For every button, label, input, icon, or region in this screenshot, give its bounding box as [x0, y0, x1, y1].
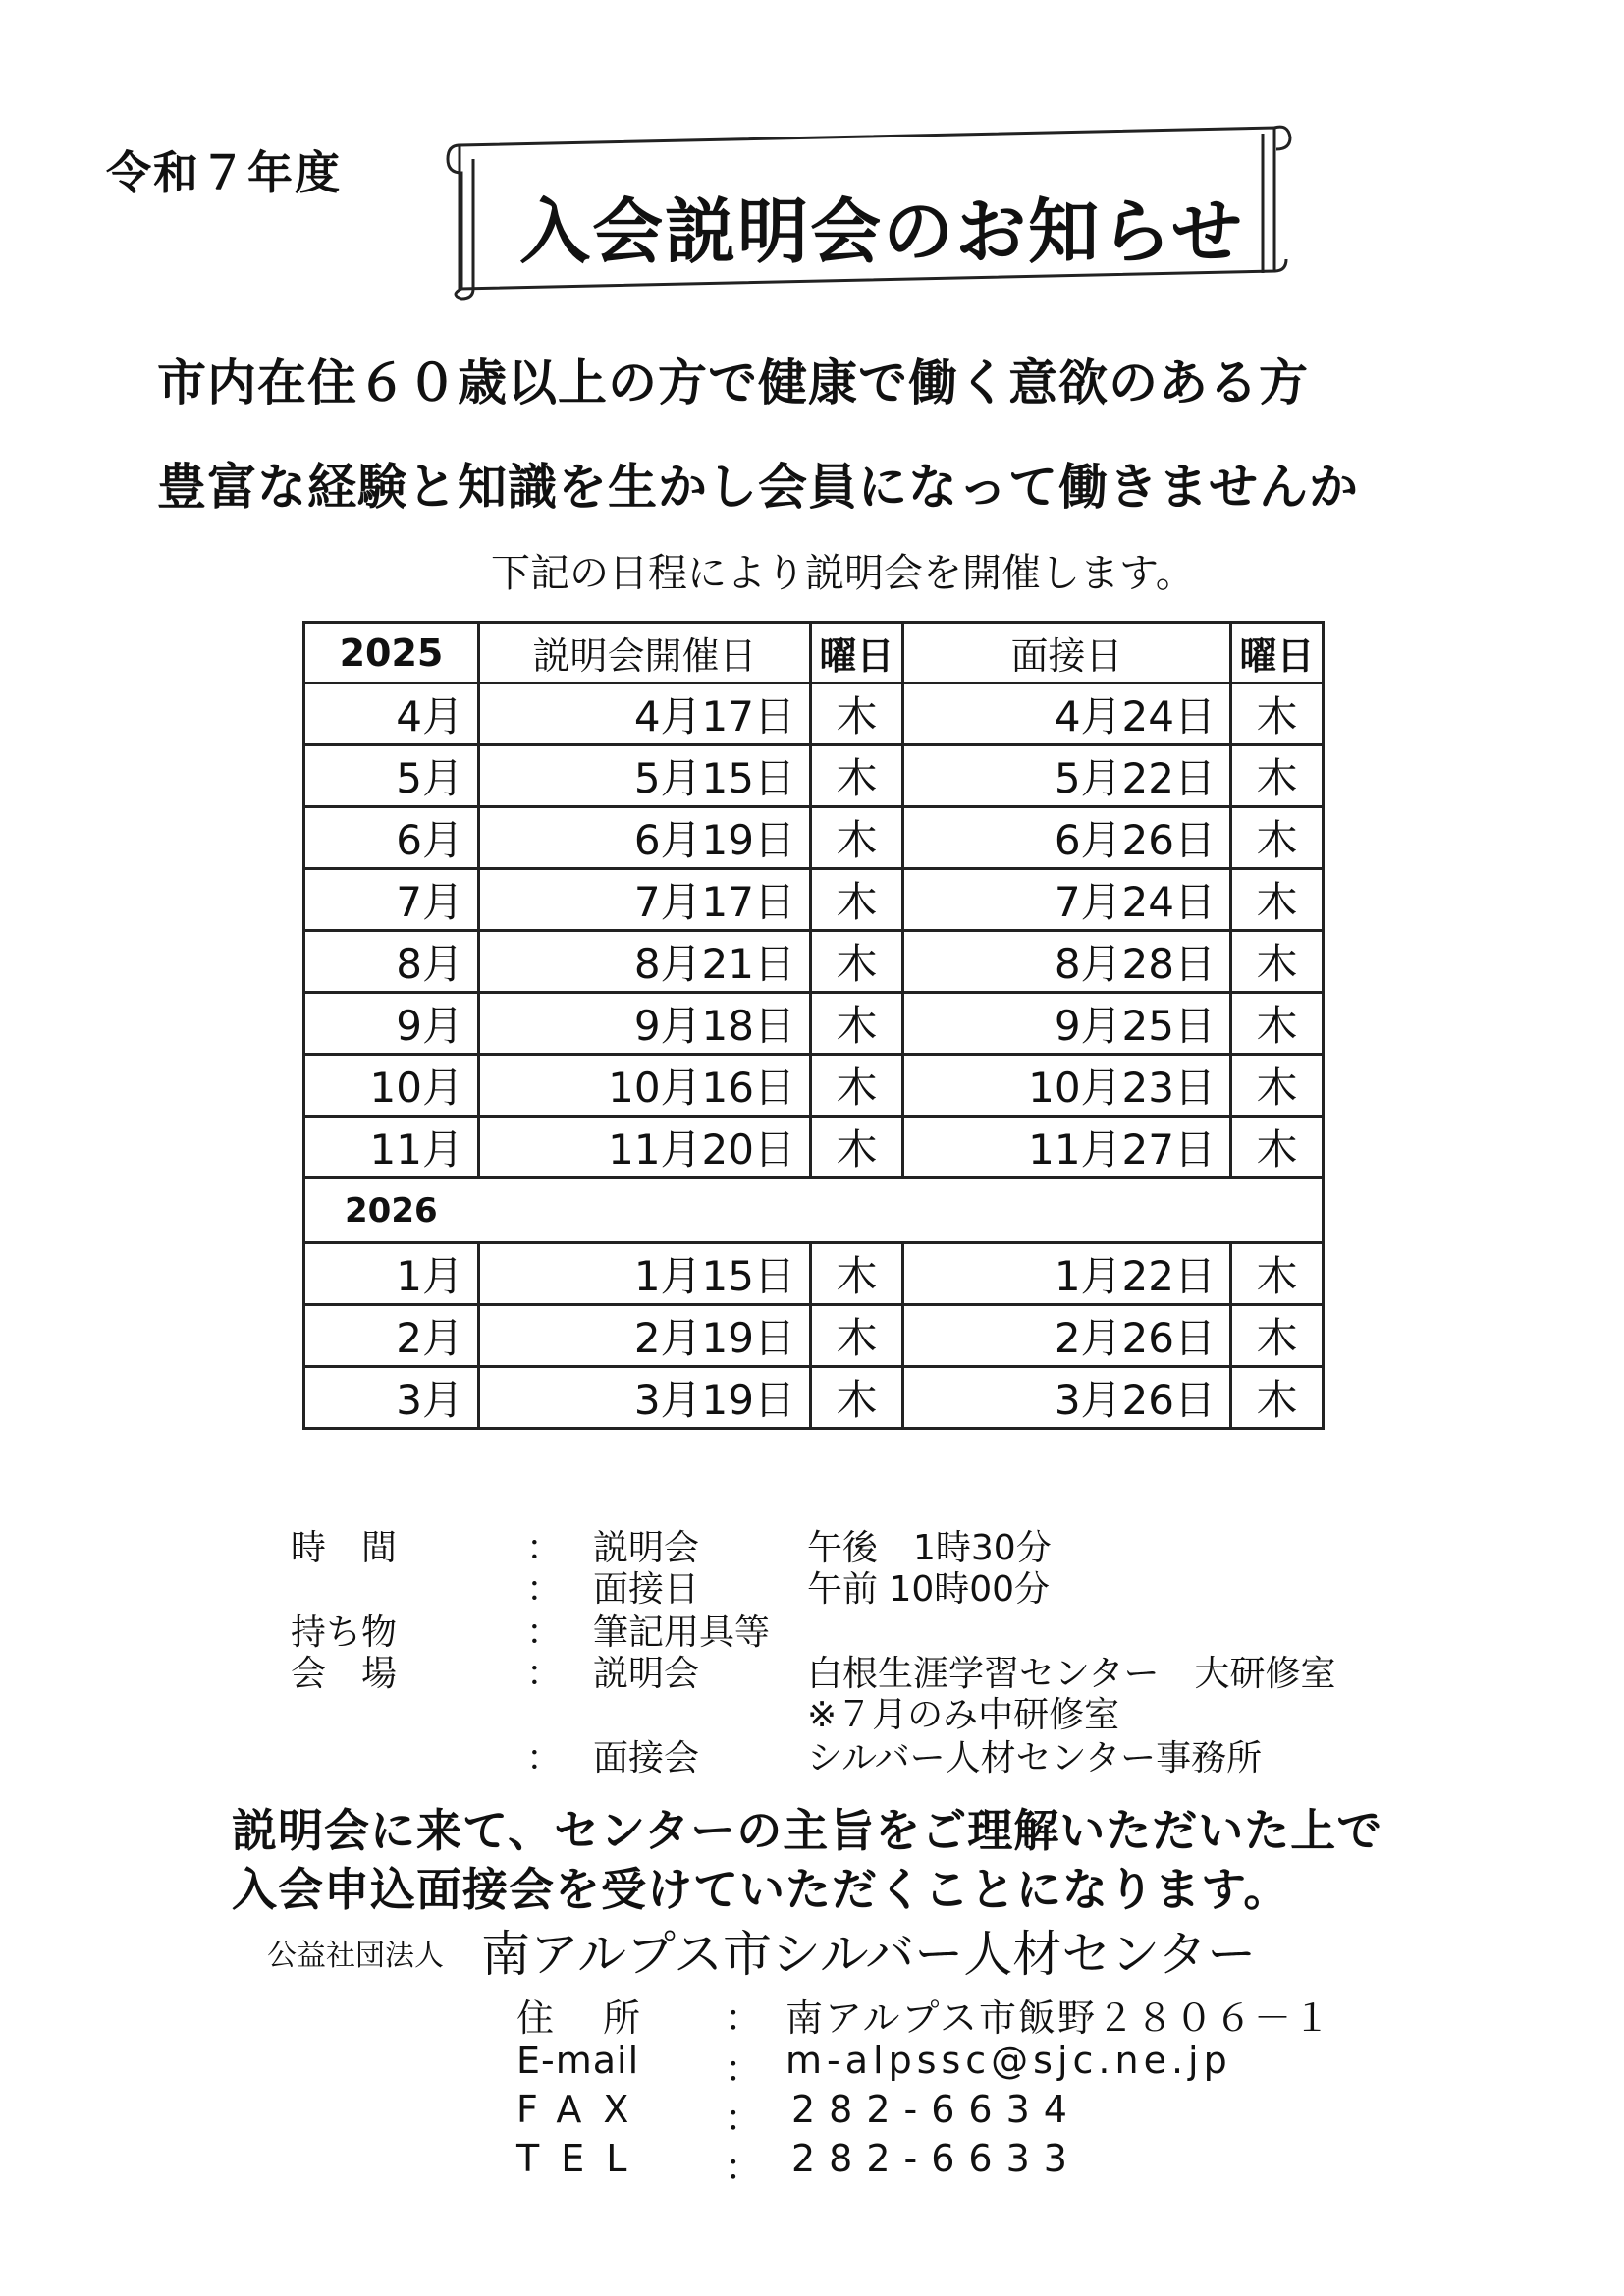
table-row: [304, 931, 1324, 993]
interview-date-header: 面接日: [903, 623, 1231, 683]
interview-date-cell: 6月26日: [903, 807, 1231, 869]
page-title: 入会説明会のお知らせ: [519, 191, 1244, 273]
month-cell: 4月: [304, 683, 479, 745]
table-row: [304, 1367, 1324, 1429]
interview-date-cell: 3月26日: [903, 1367, 1231, 1429]
callout-line-1: 説明会に来て、センターの主旨をご理解いただいた上で: [232, 1804, 1383, 1857]
month-cell: 7月: [304, 869, 479, 931]
title-scroll-banner: [440, 116, 1304, 301]
interview-date-cell: 1月22日: [903, 1243, 1231, 1305]
year-divider-row: [304, 1178, 1324, 1243]
table-row: [304, 807, 1324, 869]
org-prefix: 公益社団法人: [267, 1939, 444, 1973]
tel-label: TEL: [516, 2137, 649, 2180]
fax-label: FAX: [516, 2088, 651, 2131]
separator: ：: [526, 1738, 563, 1778]
weekday-header: 曜日: [811, 623, 903, 683]
month-cell: 8月: [304, 931, 479, 993]
separator: ：: [725, 1996, 769, 2040]
table-row: [304, 993, 1324, 1055]
year-2026-label: 2026: [304, 1178, 1324, 1243]
session-weekday-cell: 木: [811, 993, 903, 1055]
table-header-row: [304, 623, 1324, 683]
session-date-header: 説明会開催日: [479, 623, 811, 683]
session-weekday-cell: 木: [811, 683, 903, 745]
interview-date-cell: 5月22日: [903, 745, 1231, 807]
table-row: [304, 869, 1324, 931]
session-date-cell: 7月17日: [479, 869, 811, 931]
separator: ：: [526, 1613, 563, 1653]
table-row: [304, 1055, 1324, 1117]
interview-weekday-cell: 木: [1231, 869, 1324, 931]
session-weekday-cell: 木: [811, 931, 903, 993]
interview-weekday-cell: 木: [1231, 807, 1324, 869]
email-label: E-mail: [516, 2039, 640, 2082]
venue-label: 会 場: [291, 1654, 398, 1694]
venue-session-label: 説明会: [593, 1654, 700, 1694]
interview-date-cell: 10月23日: [903, 1055, 1231, 1117]
headline-line-2: 豊富な経験と知識を生かし会員になって働きませんか: [157, 459, 1359, 516]
separator: ：: [526, 1569, 563, 1610]
separator: ：: [725, 2048, 769, 2091]
table-row: [304, 683, 1324, 745]
session-date-cell: 3月19日: [479, 1367, 811, 1429]
year-header: 2025: [304, 623, 479, 683]
session-date-cell: 9月18日: [479, 993, 811, 1055]
session-date-cell: 11月20日: [479, 1117, 811, 1178]
session-date-cell: 5月15日: [479, 745, 811, 807]
interview-weekday-cell: 木: [1231, 931, 1324, 993]
table-row: [304, 745, 1324, 807]
month-cell: 10月: [304, 1055, 479, 1117]
tel-value: 282-6633: [791, 2137, 1081, 2180]
address-value: 南アルプス市飯野２８０６－１: [785, 1996, 1332, 2040]
session-weekday-cell: 木: [811, 1367, 903, 1429]
intro-text: 下記の日程により説明会を開催します。: [491, 551, 1195, 596]
session-time-label: 説明会: [593, 1528, 700, 1568]
items-value: 筆記用具等: [593, 1613, 771, 1653]
venue-note: ※７月のみ中研修室: [807, 1695, 1120, 1735]
month-cell: 3月: [304, 1367, 479, 1429]
interview-date-cell: 2月26日: [903, 1305, 1231, 1367]
venue-session-value: 白根生涯学習センター 大研修室: [807, 1654, 1336, 1694]
session-weekday-cell: 木: [811, 869, 903, 931]
table-row: [304, 1305, 1324, 1367]
session-weekday-cell: 木: [811, 807, 903, 869]
separator: ：: [725, 2146, 769, 2189]
callout-line-2: 入会申込面接会を受けていただくことになります。: [232, 1863, 1290, 1916]
interview-time-label: 面接日: [593, 1569, 700, 1610]
venue-interview-label: 面接会: [593, 1738, 700, 1778]
month-cell: 2月: [304, 1305, 479, 1367]
session-weekday-cell: 木: [811, 745, 903, 807]
interview-date-cell: 4月24日: [903, 683, 1231, 745]
separator: ：: [526, 1528, 563, 1568]
interview-weekday-cell: 木: [1231, 993, 1324, 1055]
session-date-cell: 1月15日: [479, 1243, 811, 1305]
month-cell: 1月: [304, 1243, 479, 1305]
session-date-cell: 2月19日: [479, 1305, 811, 1367]
session-date-cell: 6月19日: [479, 807, 811, 869]
session-date-cell: 4月17日: [479, 683, 811, 745]
schedule-table: [302, 621, 1325, 1430]
month-cell: 11月: [304, 1117, 479, 1178]
interview-weekday-cell: 木: [1231, 745, 1324, 807]
fiscal-year: 令和７年度: [106, 146, 342, 199]
weekday-header-2: 曜日: [1231, 623, 1324, 683]
items-label: 持ち物: [291, 1613, 398, 1653]
session-date-cell: 8月21日: [479, 931, 811, 993]
interview-weekday-cell: 木: [1231, 1243, 1324, 1305]
address-label: 住 所: [516, 1996, 647, 2040]
venue-interview-value: シルバー人材センター事務所: [807, 1738, 1263, 1778]
interview-weekday-cell: 木: [1231, 1117, 1324, 1178]
interview-weekday-cell: 木: [1231, 1055, 1324, 1117]
month-cell: 5月: [304, 745, 479, 807]
fax-value: 282-6634: [791, 2088, 1081, 2131]
interview-time-value: 午前 10時00分: [807, 1569, 1051, 1610]
interview-date-cell: 9月25日: [903, 993, 1231, 1055]
email-value[interactable]: m-alpssc@sjc.ne.jp: [785, 2039, 1232, 2082]
session-weekday-cell: 木: [811, 1117, 903, 1178]
session-weekday-cell: 木: [811, 1055, 903, 1117]
interview-date-cell: 8月28日: [903, 931, 1231, 993]
headline-line-1: 市内在住６０歳以上の方で健康で働く意欲のある方: [157, 355, 1309, 411]
session-weekday-cell: 木: [811, 1243, 903, 1305]
interview-date-cell: 11月27日: [903, 1117, 1231, 1178]
table-row: [304, 1117, 1324, 1178]
interview-weekday-cell: 木: [1231, 1305, 1324, 1367]
table-row: [304, 1243, 1324, 1305]
interview-weekday-cell: 木: [1231, 1367, 1324, 1429]
separator: ：: [725, 2097, 769, 2140]
session-time-value: 午後 1時30分: [807, 1528, 1052, 1568]
session-weekday-cell: 木: [811, 1305, 903, 1367]
org-name: 南アルプス市シルバー人材センター: [481, 1926, 1257, 1983]
month-cell: 6月: [304, 807, 479, 869]
session-date-cell: 10月16日: [479, 1055, 811, 1117]
interview-date-cell: 7月24日: [903, 869, 1231, 931]
time-label: 時 間: [291, 1528, 398, 1568]
month-cell: 9月: [304, 993, 479, 1055]
separator: ：: [526, 1654, 563, 1694]
interview-weekday-cell: 木: [1231, 683, 1324, 745]
